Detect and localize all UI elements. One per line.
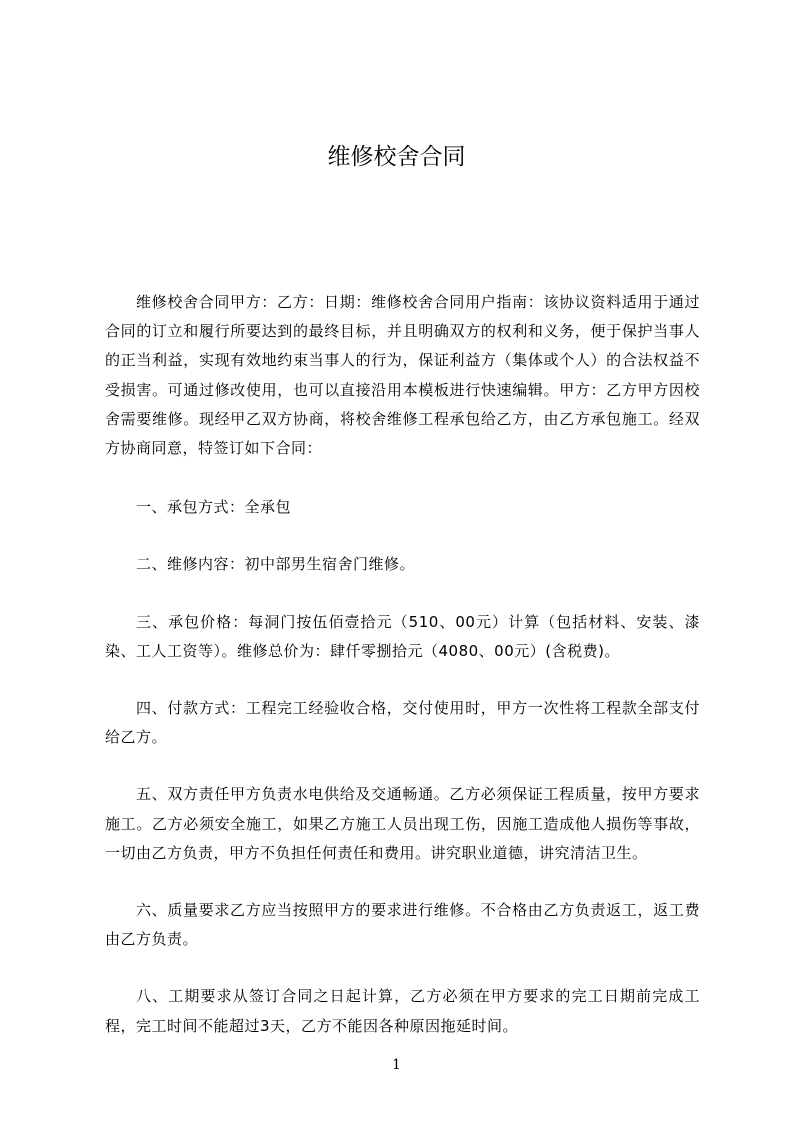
clause-schedule-requirements: 八、工期要求从签订合同之日起计算，乙方必须在甲方要求的完工日期前完成工程，完工时间不能超过3天，乙方不能因各种原因拖延时间。	[105, 987, 700, 1035]
clause-contracting-method: 一、承包方式：全承包	[136, 498, 292, 517]
intro-paragraph: 维修校舍合同甲方：乙方：日期：维修校舍合同用户指南：该协议资料适用于通过合同的订立和履行所要达到的最终目标，并且明确双方的权利和义务，便于保护当事人的正当利益，实现有效地约束当事人的行为，保证利益方（集体或个人）的合法权益不受损害。可通过修改使用，也可以直接沿用本模板进行快速编辑。甲方：乙方甲方因校舍需要维修。现经甲乙双方协商，将校舍维修工程承包给乙方，由乙方承包施工。经双方协商同意，特签订如下合同：	[105, 293, 700, 458]
document-body	[105, 288, 700, 1069]
clause-repair-content: 二、维修内容：初中部男生宿舍门维修。	[136, 555, 416, 574]
page-number: 1	[392, 1057, 401, 1073]
clause-payment-method: 四、付款方式：工程完工经验收合格，交付使用时，甲方一次性将工程款全部支付给乙方。	[105, 699, 700, 747]
clause-responsibilities: 五、双方责任甲方负责水电供给及交通畅通。乙方必须保证工程质量，按甲方要求施工。乙方必须安全施工，如果乙方施工人员出现工伤，因施工造成他人损伤等事故，一切由乙方负责，甲方不负担任何责任和费用。讲究职业道德，讲究清洁卫生。	[105, 785, 700, 862]
clause-quality-requirements: 六、质量要求乙方应当按照甲方的要求进行维修。不合格由乙方负责返工，返工费由乙方负责。	[105, 901, 700, 949]
clause-contract-price: 三、承包价格：每洞门按伍佰壹拾元（510、00元）计算（包括材料、安装、漆染、工人工资等）。维修总价为：肆仟零捌拾元（4080、00元）(含税费)。	[105, 612, 700, 660]
document-title: 维修校舍合同	[327, 144, 466, 170]
